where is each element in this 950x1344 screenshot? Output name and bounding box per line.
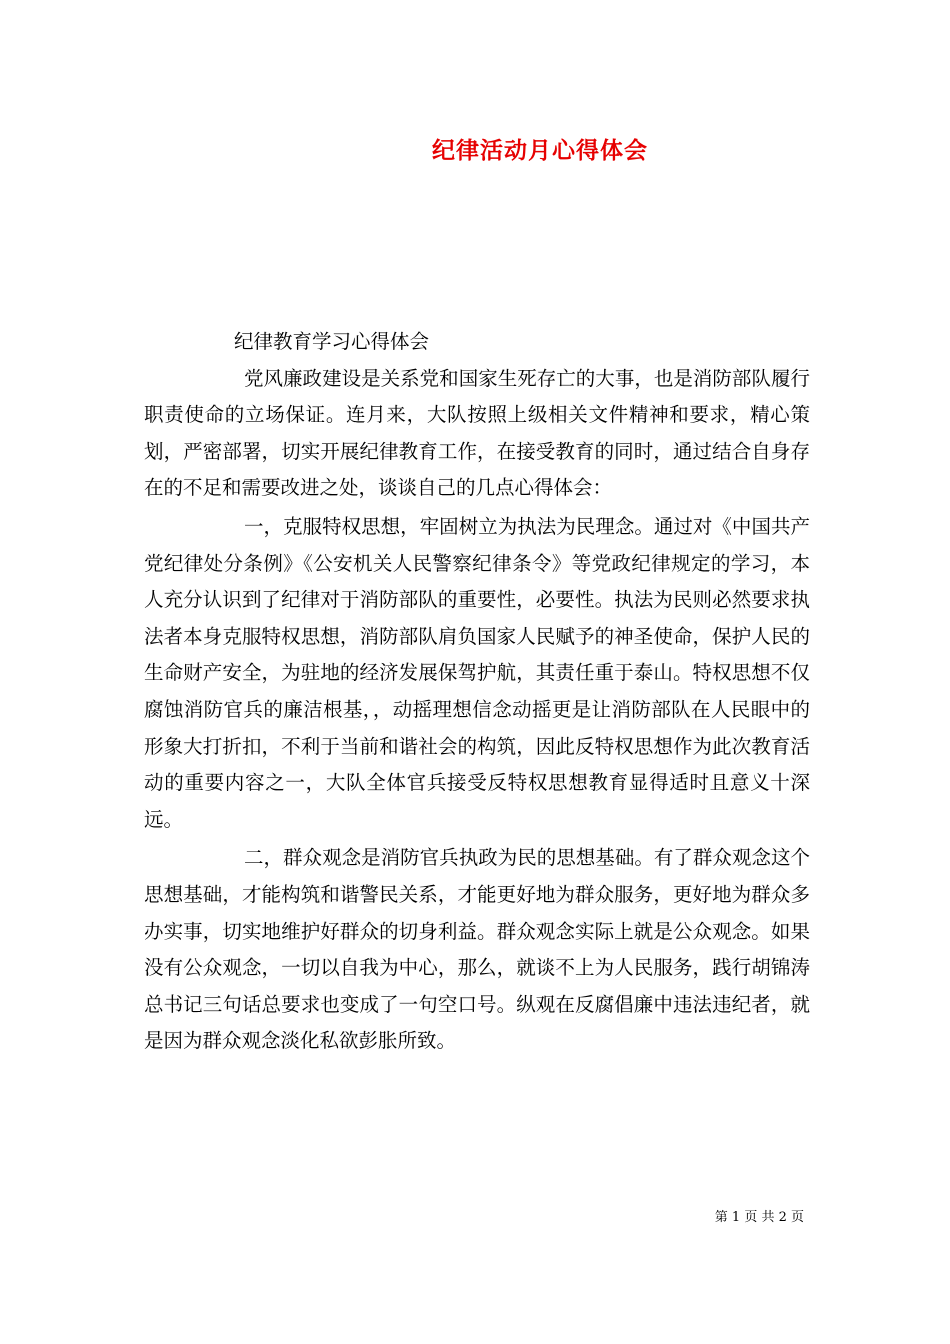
paragraph-intro: 党风廉政建设是关系党和国家生死存亡的大事，也是消防部队履行职责使命的立场保证。连月来，大队按照上级相关文件精神和要求，精心策划，严密部署，切实开展纪律教育工作，在接受教育的同时，通过结合自身存在的不足和需要改进之处，谈谈自己的几点心得体会： (144, 366, 810, 500)
paragraph-point-one: 一，克服特权思想，牢固树立为执法为民理念。通过对《中国共产党纪律处分条例》《公安机关人民警察纪律条令》等党政纪律规定的学习，本人充分认识到了纪律对于消防部队的重要性，必要性。执法为民则必然要求执法者本身克服特权思想，消防部队肩负国家人民赋予的神圣使命，保护人民的生命财产安全，为驻地的经济发展保驾护航，其责任重于泰山。特权思想不仅腐蚀消防官兵的廉洁根基，，动摇理想信念动摇更是让消防部队在人民眼中的形象大打折扣，不利于当前和谐社会的构筑，因此反特权思想作为此次教育活动的重要内容之一，大队全体官兵接受反特权思想教育显得适时且意义十深远。 (144, 514, 810, 831)
document-body (144, 324, 810, 1060)
page-number-footer: 第 1 页 共 2 页 (714, 1210, 804, 1225)
page-title: 纪律活动月心得体会 (432, 137, 648, 164)
document-subtitle: 纪律教育学习心得体会 (234, 330, 430, 353)
paragraph-point-two: 二，群众观念是消防官兵执政为民的思想基础。有了群众观念这个思想基础，才能构筑和谐警民关系，才能更好地为群众服务，更好地为群众多办实事，切实地维护好群众的切身利益。群众观念实际上就是公众观念。如果没有公众观念，一切以自我为中心，那么，就谈不上为人民服务，践行胡锦涛总书记三句话总要求也变成了一句空口号。纵观在反腐倡廉中违法违纪者，就是因为群众观念淡化私欲彭胀所致。 (144, 846, 810, 1053)
